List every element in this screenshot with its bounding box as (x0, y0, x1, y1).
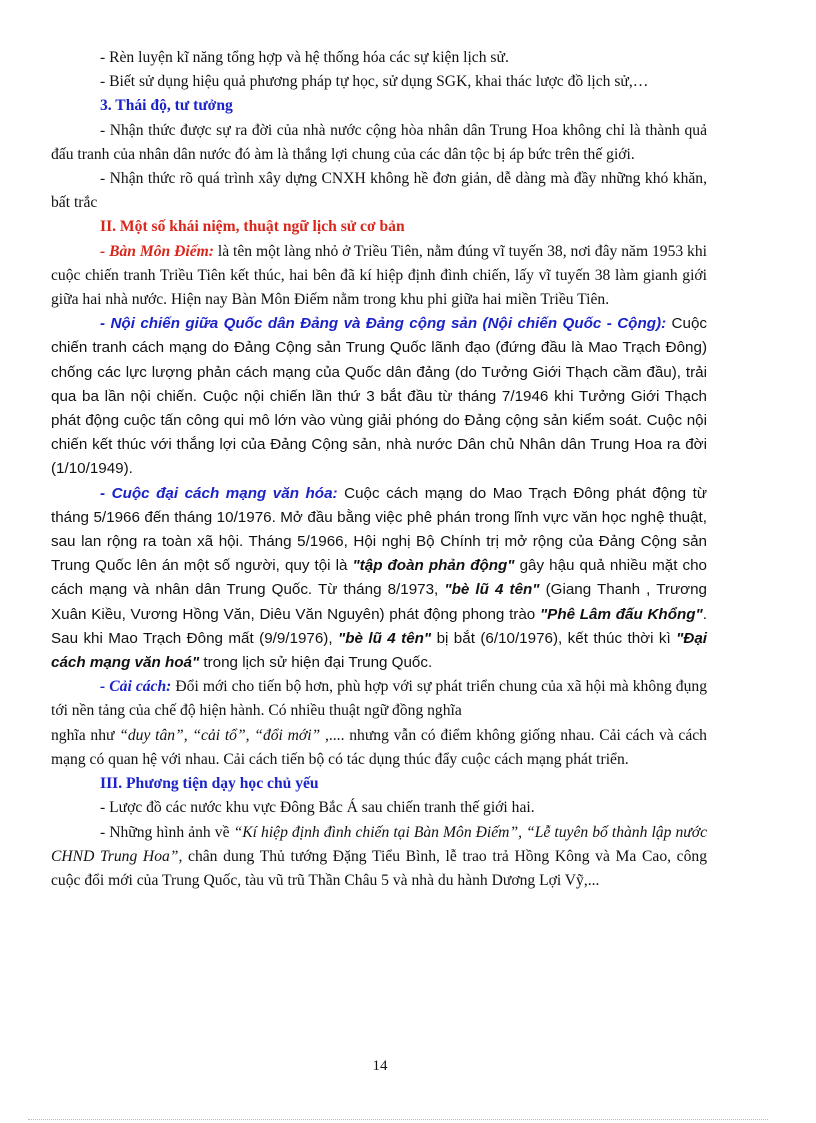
quoted-term: “Kí hiệp định đình chiến tại Bàn Môn Điếm”, “Lễ tuyên bố thành lập nước CHND Trung Hoa”, (51, 823, 707, 865)
definition-text: gây hậu quả nhiều mặt cho cách mạng và nhân dân Trung Quốc. Từ tháng 8/1973, (51, 557, 707, 599)
teaching-aid-item-2 (51, 821, 707, 894)
concept-cultural-revolution (51, 482, 707, 676)
definition-text: ,.... nhưng vẫn có điểm không giống nhau. Cải cách và cách mạng có quan hệ với nhau. Cải cách tiến bộ có tác dụng thúc đẩy cuộc cách mạng phát triển. (51, 726, 707, 768)
definition-text: Đổi mới cho tiến bộ hơn, phù hợp với sự phát triển chung của xã hội mà không đụng tới nền tảng của chế độ hiện hành. Có nhiều thuật ngữ đồng nghĩa (51, 678, 707, 720)
attitude-item-1: - Nhận thức được sự ra đời của nhà nước cộng hòa nhân dân Trung Hoa không chỉ là thành quả đấu tranh của nhân dân nước đó àm là thắng lợi chung của các dân tộc bị áp bức trên thế giới. (51, 121, 707, 163)
concept-reform (51, 675, 707, 723)
definition-text: . Sau khi Mao Trạch Đông mất (9/9/1976), (51, 605, 707, 647)
definition-text: (Giang Thanh , Trương Xuân Kiều, Vương Hồng Văn, Diêu Văn Nguyên) phát động phong trào (51, 581, 707, 623)
definition-text: - Những hình ảnh về (100, 823, 234, 841)
definition-text: trong lịch sử hiện đại Trung Quốc. (199, 654, 433, 672)
section-heading-attitude: 3. Thái độ, tư tưởng (100, 97, 233, 115)
concept-civil-war (51, 312, 707, 481)
definition-text: Cuộc cách mạng do Mao Trạch Đông phát động từ tháng 5/1966 đến tháng 10/1976. Mở đầu bằng việc phê phán trong lĩnh vực văn học nghệ thuật, sau lan rộng ra toàn xã hội. Tháng 5/1966, Hội nghị Bộ Chính trị mở rộng của Đảng Cộng sản Trung Quốc lên án một số người, quy tội là (51, 484, 707, 575)
definition-text: nghĩa như (51, 726, 120, 744)
page-number: 14 (372, 1058, 388, 1074)
term-civil-war: - Nội chiến giữa Quốc dân Đảng và Đảng cộng sản (Nội chiến Quốc - Cộng): (100, 315, 667, 333)
term-panmunjom: - Bàn Môn Điếm: (100, 242, 214, 260)
footer-divider (28, 1119, 768, 1120)
section-heading-concepts: II. Một số khái niệm, thuật ngữ lịch sử cơ bản (100, 218, 405, 236)
teaching-aid-item-1: - Lược đồ các nước khu vực Đông Bắc Á sau chiến tranh thế giới hai. (100, 799, 535, 817)
quoted-term: "bè lũ 4 tên" (444, 581, 540, 599)
term-cultural-revolution: - Cuộc đại cách mạng văn hóa: (100, 484, 338, 502)
quoted-term: "tập đoàn phản động" (352, 557, 515, 575)
quoted-term: "bè lũ 4 tên" (338, 629, 432, 647)
document-page (51, 46, 707, 893)
definition-panmunjom: là tên một làng nhỏ ở Triều Tiên, nằm đúng vĩ tuyến 38, nơi đây năm 1953 khi cuộc chiến tranh Triều Tiên kết thúc, hai bên đã kí hiệp định đình chiến, lấy vĩ tuyến 38 làm gianh giới giữa hai nhà nước. Hiện nay Bàn Môn Điếm nằm trong khu phi giữa hai miền Triều Tiên. (51, 242, 707, 309)
concept-reform-continued (51, 724, 707, 772)
attitude-item-2: - Nhận thức rõ quá trình xây dựng CNXH không hề đơn giản, dễ dàng mà đầy những khó khăn, bất trắc (51, 170, 707, 212)
definition-civil-war: Cuộc chiến tranh cách mạng do Đảng Cộng sản Trung Quốc lãnh đạo (đứng đầu là Mao Trạch Đông) chống các lực lượng phản cách mạng của Quốc dân đảng (do Tưởng Giới Thạch cầm đầu), trải qua ba lần nội chiến. Cuộc nội chiến lần thứ 3 bắt đầu từ tháng 7/1946 khi Tưởng Giới Thạch phát động cuộc tấn công qui mô lớn vào vùng giải phóng do Đảng cộng sản kiểm soát. Cuộc nội chiến kết thúc với thắng lợi của Đảng Cộng sản, nhà nước Dân chủ Nhân dân Trung Hoa ra đời (1/10/1949). (51, 315, 707, 478)
definition-text: chân dung Thủ tướng Đặng Tiểu Bình, lễ trao trả Hồng Kông và Ma Cao, công cuộc đổi mới của Trung Quốc, tàu vũ trũ Thần Châu 5 và nhà du hành Dương Lợi Vỹ,... (51, 847, 707, 889)
quoted-term: "Đại cách mạng văn hoá" (51, 629, 707, 672)
skill-item-2: - Biết sử dụng hiệu quả phương pháp tự học, sử dụng SGK, khai thác lược đồ lịch sử,… (100, 73, 649, 91)
skill-item-1: - Rèn luyện kĩ năng tổng hợp và hệ thống hóa các sự kiện lịch sử. (100, 49, 509, 66)
quoted-term: "Phê Lâm đấu Khổng" (539, 605, 703, 623)
definition-text: bị bắt (6/10/1976), kết thúc thời kì (431, 629, 677, 647)
quoted-term: “duy tân”, “cải tổ”, “đổi mới” (119, 726, 321, 744)
concept-panmunjom (51, 240, 707, 313)
section-heading-teaching-aids: III. Phương tiện dạy học chủ yếu (100, 775, 319, 793)
term-reform: - Cải cách: (100, 678, 172, 696)
